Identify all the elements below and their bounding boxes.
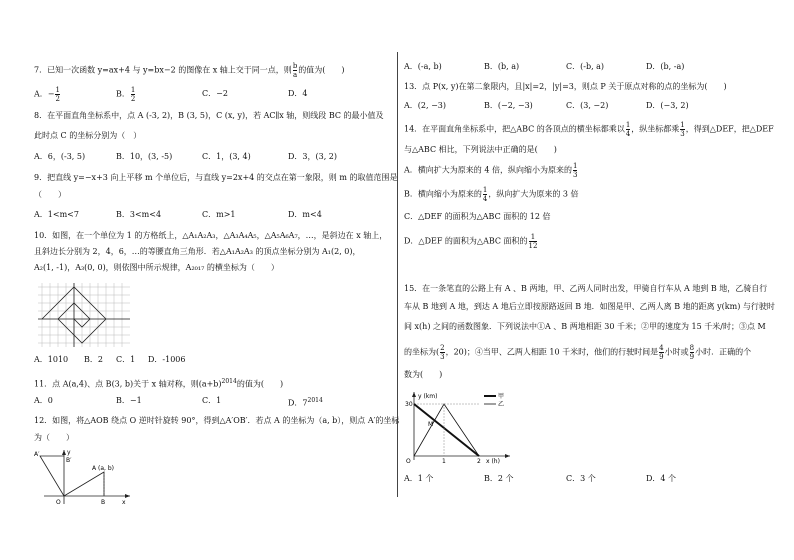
label-30: 30 <box>405 401 413 408</box>
q8-stem-line1: 8．在平面直角坐标系中，点 A (-3, 2)，B (3, 5)，C (x, y)，若 AC∥x 轴，则线段 BC 的最小值及 <box>34 111 384 120</box>
q13-option-a: A．(2, −3) <box>404 101 446 110</box>
q11-option-c: C．1 <box>202 396 222 405</box>
q13-option-d: D．(−3, 2) <box>646 101 689 110</box>
label-y-axis: y (km) <box>418 393 438 400</box>
q7-option-c: C．−2 <box>202 89 228 98</box>
label-b-prime: B′ <box>66 457 72 464</box>
q10-stem-line2: 且斜边长分别为 2，4，6，…的等腰直角三角形．若△A₁A₂A₃ 的顶点坐标分别为 A₁(2, 0)， <box>34 247 361 256</box>
q15-stem-line5: 数为( ) <box>404 370 443 379</box>
q12-option-d: D．(b, -a) <box>646 62 685 71</box>
q10-stem-line1: 10．如图，在一个单位为 1 的方格纸上，△A₁A₂A₃，△A₃A₄A₅，△A₅A₆A₇，…，是斜边在 x 轴上， <box>34 231 388 240</box>
q11-stem: 11．点 A(a,4)、点 B(3, b)关于 x 轴对称，则$(a+b)^{2014}$的值为( ) <box>34 378 284 389</box>
q15-stem-line1: 15．在一条笔直的公路上有 A 、B 两地，甲、乙两人同时出发，甲骑自行车从 A 地到 B 地，乙骑自行 <box>404 284 768 293</box>
q10-option-c: C．1 <box>116 355 136 364</box>
q15-stem-line2: 车从 B 地到 A 地，到达 A 地后立即按原路返回 B 地．如图是甲、乙两人离 B 地的距离 y(km) 与行驶时 <box>404 302 775 311</box>
q15-stem-line3: 间 x(h) 之间的函数图象．下列说法中①A 、B 两地相距 30 千米；②甲的速度为 15 千米/时；③点 M <box>404 322 766 331</box>
q15-option-c: C．3 个 <box>566 474 596 483</box>
q15-option-d: D．4 个 <box>646 474 677 483</box>
q7-stem: 7．已知一次函数 y=ax+4 与 y=bx−2 的图像在 x 轴上交于同一点，则 $\frac{b}{a}$ 的值为( ) <box>34 62 345 79</box>
q9-stem-line1: 9．把直线 y=−x+3 向上平移 m 个单位后，与直线 y=2x+4 的交点在第一象限，则 m 的取值范围是 <box>34 173 398 182</box>
q7-option-d: D．4 <box>288 89 308 98</box>
label-x2: 2 <box>477 458 481 464</box>
q8-stem-line2: 此时点 C 的坐标分别为（ ） <box>34 131 142 140</box>
q14-option-c: C．△DEF 的面积为△ABC 面积的 12 倍 <box>404 212 551 221</box>
q14-option-a: A．横向扩大为原来的 4 倍，纵向缩小为原来的 $\frac{1}{3}$ <box>404 162 578 179</box>
grid-lines <box>38 283 130 347</box>
x-axis-arrow <box>125 494 130 498</box>
q7-option-a: A．− $\frac{1}{2}$ <box>34 86 60 103</box>
line-jia <box>414 404 479 456</box>
label-x1: 1 <box>442 458 446 464</box>
q13-option-c: C．(3, −2) <box>566 101 609 110</box>
fraction: $\frac{b}{a}$ <box>292 62 298 79</box>
q14-option-b: B．横向缩小为原来的 $\frac{1}{4}$ ，纵向扩大为原来的 3 倍 <box>404 186 579 203</box>
label-a-prime: A′ <box>34 451 40 458</box>
label-x: x <box>122 499 126 506</box>
q14-stem-line2: 与△ABC 相比，下列说法中正确的是( ) <box>404 145 557 154</box>
q11-option-d: D．$7^{2014}$ <box>288 397 323 408</box>
legend-jia: 甲 <box>498 393 505 400</box>
q14-option-d: D．△DEF 的面积为△ABC 面积的 $\frac{1}{12}$ <box>404 233 538 250</box>
q13-stem: 13．点 P(x, y)在第二象限内，且|x|=2，|y|=3，则点 P 关于原点对称的点的坐标为( ) <box>404 82 727 91</box>
label-origin: O <box>406 458 411 464</box>
label-a: A (a, b) <box>92 465 114 472</box>
q15-distance-time-graph <box>404 390 516 464</box>
triangle-aob <box>64 472 104 496</box>
q12-option-a: A．(-a, b) <box>404 62 442 71</box>
q15-stem-line4: 的坐标为( $\frac{2}{3}$ ，20)；④当甲、乙两人相距 10 千米时，他们的行驶时间是 $\frac{4}{9}$ 小时或 $\frac{8}{9}$ 小时．正确的个 <box>404 344 752 361</box>
q14-stem-line1: 14．在平面直角坐标系中，把△ABC 的各顶点的横坐标都乘以 $\frac{1}{4}$ ，纵坐标都乘 $\frac{1}{3}$ ，得到△DEF，把△DEF <box>404 121 774 138</box>
q9-option-c: C．m>1 <box>202 210 236 219</box>
label-o: O <box>56 499 61 506</box>
y-axis-arrow <box>62 450 66 455</box>
q9-stem-line2: （ ） <box>34 190 66 199</box>
q11-option-a: A．0 <box>34 396 53 405</box>
q9-option-b: B．3<m<4 <box>116 210 162 219</box>
q15-option-b: B．2 个 <box>484 474 514 483</box>
q11-option-b: B．−1 <box>116 396 142 405</box>
q7-option-b: B． $\frac{1}{2}$ <box>116 86 136 103</box>
q9-option-d: D．m<4 <box>288 210 322 219</box>
q12-rotation-figure <box>34 446 134 506</box>
label-m: M <box>428 421 434 428</box>
label-y: y <box>67 449 71 456</box>
q10-grid-figure <box>38 283 130 347</box>
q8-option-c: C．1，(3, 4) <box>202 152 251 161</box>
q15-option-a: A．1 个 <box>404 474 434 483</box>
legend-yi: 乙 <box>498 401 505 408</box>
q10-option-b: B．2 <box>84 355 103 364</box>
q8-option-a: A．6，(-3, 5) <box>34 152 86 161</box>
x-axis-arrow <box>505 454 510 458</box>
q10-stem-line3: A₂(1, -1)，A₃(0, 0)，则依图中所示规律，A₂₀₁₇ 的横坐标为（ ） <box>34 263 279 272</box>
label-b: B <box>101 499 106 506</box>
label-x-axis: x (h) <box>486 458 500 464</box>
q12-option-c: C．(-b, a) <box>566 62 605 71</box>
q8-option-d: D．3，(3, 2) <box>288 152 338 161</box>
q8-option-b: B．10，(3, -5) <box>116 152 173 161</box>
triangle-a-prime <box>40 456 64 496</box>
y-axis-arrow <box>412 392 416 397</box>
q9-option-a: A．1<m<7 <box>34 210 79 219</box>
q12-option-b: B．(b, a) <box>484 62 520 71</box>
q10-option-a: A．1010 <box>34 355 69 364</box>
q13-option-b: B．(−2, −3) <box>484 101 533 110</box>
q12-stem-line1: 12．如图，将△AOB 绕点 O 逆时针旋转 90°，得到△A′OB′．若点 A 的坐标为（a, b），则点 A′的坐标 <box>34 416 400 425</box>
q10-option-d: D．-1006 <box>148 355 186 364</box>
q12-stem-line2: 为（ ） <box>34 433 74 442</box>
column-divider <box>397 52 398 497</box>
